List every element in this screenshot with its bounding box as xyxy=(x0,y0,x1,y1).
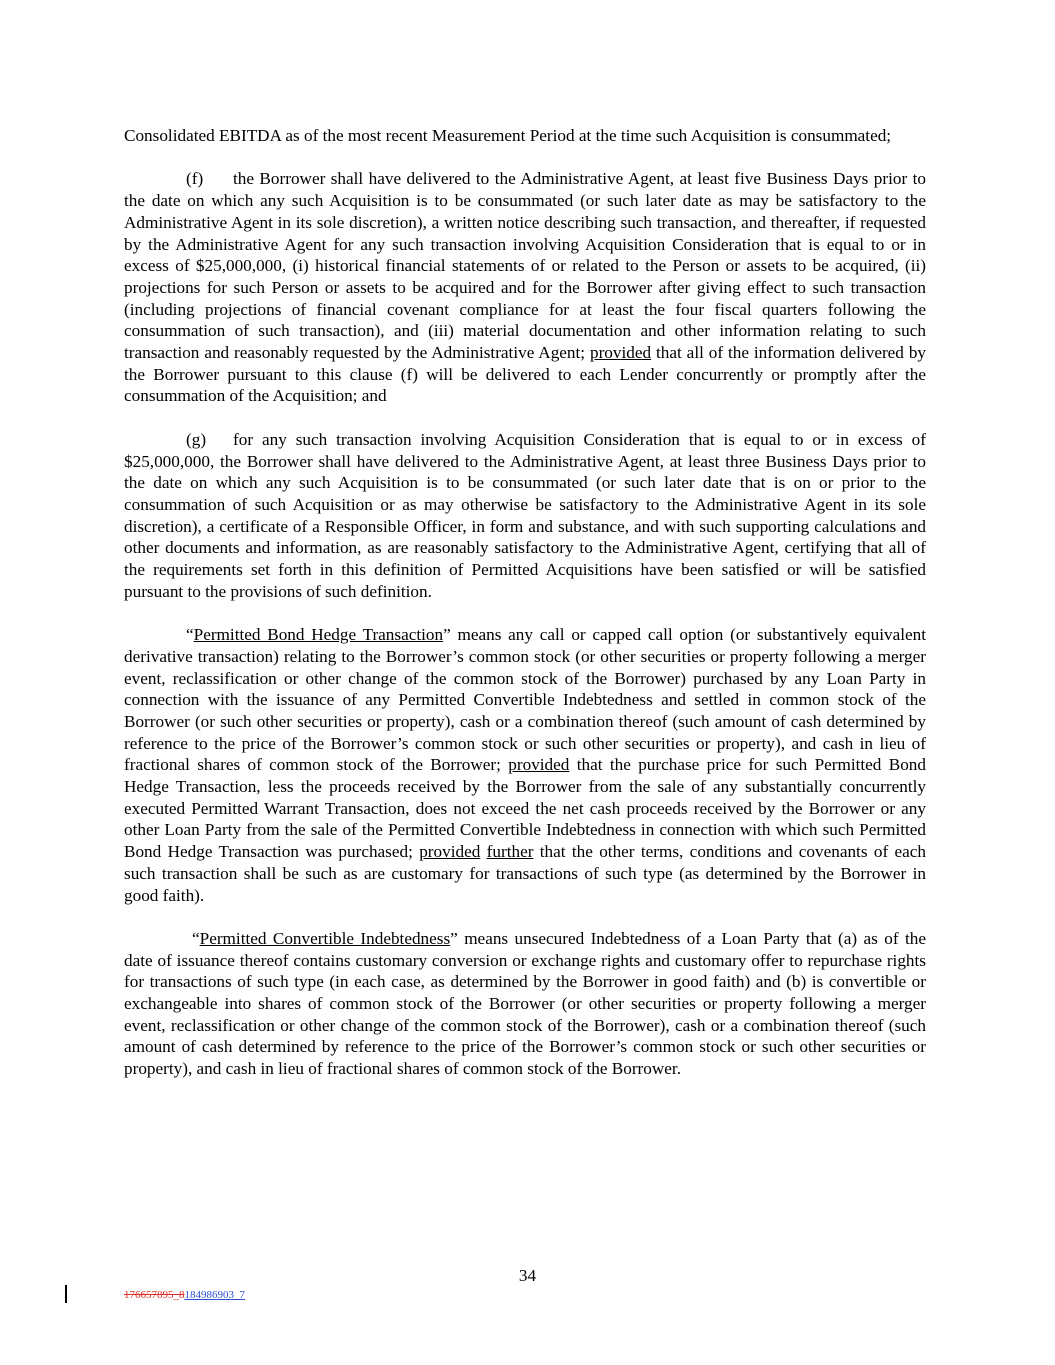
provided-term: provided xyxy=(508,755,570,775)
definition-permitted-bond-hedge-transaction xyxy=(124,624,926,906)
open-quote: “ xyxy=(186,625,194,645)
paragraph-text: that all of the information delivered by the Borrower pursuant to this clause (f) will be delivered to each Lender concurrently or promptly after the consummation of the Acquisition; and xyxy=(124,343,927,406)
provided-term: provided xyxy=(589,343,652,363)
clause-label: (f) xyxy=(186,169,204,189)
paragraph-text: ” means any call or capped call option (or substantively equivalent derivative transaction) relating to the Borrower’s common stock (or other securities or property following a merger event, reclassification or other change of the common stock of the Borrower) purchased by any Loan Party in connection with the issuance of any Permitted Convertible Indebtedness and settled in common stock of the Borrower (or such other securities or property), cash or a combination thereof (such amount of cash determined by reference to the price of the Borrower’s common stock or such other securities or property), and cash in lieu of fractional shares of common stock of the Borrower; xyxy=(124,625,926,775)
paragraph-text: Consolidated EBITDA as of the most recent Measurement Period at the time such Acquisition is consummated; xyxy=(124,126,892,145)
inserted-doc-id: 184986903_7 xyxy=(184,1289,245,1301)
defined-term: Permitted Convertible Indebtedness xyxy=(199,928,451,948)
paragraph-text: the Borrower shall have delivered to the Administrative Agent, at least five Business Days prior to the date on which any such Acquisition is to be consummated (or such later date as may be satisfactory to the Administrative Agent in its sole discretion), a written notice describing such transaction, and thereafter, if requested by the Administrative Agent for any such transaction involving Acquisition Consideration that is equal to or in excess of $25,000,000, (i) historical financial statements of or related to the Person or assets to be acquired, (ii) projections for such Person or assets to be acquired and for the Borrower after giving effect to such transaction (including projections of financial covenant compliance for at least the four fiscal quarters following the consummation of such transaction), and (iii) material documentation and other information relating to such transaction and reasonably requested by the Administrative Agent; xyxy=(124,169,926,363)
paragraph-clause-f xyxy=(124,168,926,407)
paragraph-consolidated-ebitda xyxy=(124,125,926,147)
page-number: 34 xyxy=(518,1266,537,1285)
paragraph-clause-g xyxy=(124,429,926,603)
paragraph-text: that the purchase price for such Permitted Bond Hedge Transaction, less the proceeds received by the Borrower from the sale of any substantially concurrently executed Permitted Warrant Transaction, does not exceed the net cash proceeds received by the Borrower or any other Loan Party from the sale of the Permitted Convertible Indebtedness in connection with which such Permitted Bond Hedge Transaction was purchased; xyxy=(124,755,926,862)
clause-label: (g) xyxy=(186,429,207,449)
further-term: further xyxy=(486,842,534,862)
paragraph-text: that the other terms, conditions and covenants of each such transaction shall be such as are customary for transactions of such type (as determined by the Borrower in good faith). xyxy=(124,842,926,905)
paragraph-text: for any such transaction involving Acquisition Consideration that is equal to or in excess of $25,000,000, the Borrower shall have delivered to the Administrative Agent, at least three Business Days prior to the date on which any such Acquisition is to be consummated (or such later date that is on or prior to the consummation of such Acquisition or as may otherwise be satisfactory to the Administrative Agent in its sole discretion), a certificate of a Responsible Officer, in form and substance, and with such supporting calculations and other documents and information, as are reasonably satisfactory to the Administrative Agent, certifying that all of the requirements set forth in this definition of Permitted Acquisitions have been satisfied or will be satisfied pursuant to the provisions of such definition. xyxy=(124,429,926,601)
definition-permitted-convertible-indebtedness xyxy=(124,928,926,1080)
change-bar xyxy=(65,1285,67,1303)
provided-term: provided xyxy=(419,842,481,862)
defined-term: Permitted Bond Hedge Transaction xyxy=(193,625,444,645)
deleted-doc-id: 176657895_8 xyxy=(124,1289,185,1301)
document-body xyxy=(124,125,926,1102)
open-quote: “ xyxy=(192,928,200,948)
document-id xyxy=(124,1289,245,1301)
paragraph-text: ” means unsecured Indebtedness of a Loan Party that (a) as of the date of issuance thereof contains customary conversion or exchange rights and customary offer to repurchase rights for transactions of such type (in each case, as determined by the Borrower in good faith) and (b) is convertible or exchangeable into shares of common stock of the Borrower (or other securities or property following a merger event, reclassification or other change of the common stock of the Borrower), cash or a combination thereof (such amount of cash determined by reference to the price of the Borrower’s common stock or such other securities or property), and cash in lieu of fractional shares of common stock of the Borrower. xyxy=(124,928,926,1079)
